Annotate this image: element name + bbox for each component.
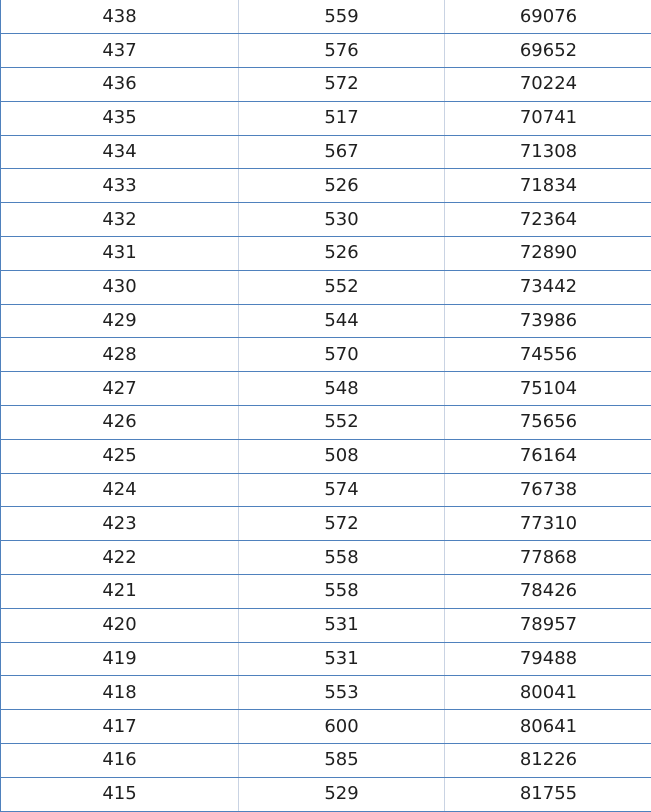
table-row (1, 34, 651, 68)
cumulative-cell: 78426 (445, 575, 651, 609)
cumulative-cell: 79488 (445, 642, 651, 676)
count-cell: 558 (239, 575, 445, 609)
table-row (1, 101, 651, 135)
table-row (1, 710, 651, 744)
table-row (1, 0, 651, 34)
cumulative-cell: 69652 (445, 34, 651, 68)
count-cell: 544 (239, 304, 445, 338)
count-cell: 576 (239, 34, 445, 68)
table-row (1, 473, 651, 507)
table-row (1, 68, 651, 102)
count-cell: 572 (239, 507, 445, 541)
cumulative-cell: 70741 (445, 101, 651, 135)
table-row (1, 575, 651, 609)
score-cell: 435 (1, 101, 239, 135)
cumulative-cell: 78957 (445, 608, 651, 642)
count-cell: 553 (239, 676, 445, 710)
score-cell: 428 (1, 338, 239, 372)
cumulative-cell: 73442 (445, 270, 651, 304)
count-cell: 530 (239, 203, 445, 237)
cumulative-cell: 72364 (445, 203, 651, 237)
table-row (1, 744, 651, 778)
count-cell: 574 (239, 473, 445, 507)
count-cell: 600 (239, 710, 445, 744)
cumulative-cell: 81755 (445, 777, 651, 811)
count-cell: 508 (239, 439, 445, 473)
cumulative-cell: 76738 (445, 473, 651, 507)
table-row (1, 406, 651, 440)
cumulative-cell: 70224 (445, 68, 651, 102)
cumulative-cell: 76164 (445, 439, 651, 473)
cumulative-cell: 71308 (445, 135, 651, 169)
count-cell: 585 (239, 744, 445, 778)
cumulative-cell: 80041 (445, 676, 651, 710)
score-cell: 421 (1, 575, 239, 609)
score-cell: 438 (1, 0, 239, 34)
table-row (1, 304, 651, 338)
score-cell: 432 (1, 203, 239, 237)
table-row (1, 203, 651, 237)
score-cell: 419 (1, 642, 239, 676)
cumulative-cell: 75656 (445, 406, 651, 440)
score-cell: 431 (1, 237, 239, 271)
table-row (1, 270, 651, 304)
score-cell: 427 (1, 372, 239, 406)
table-body (1, 0, 651, 811)
table-row (1, 608, 651, 642)
cumulative-cell: 74556 (445, 338, 651, 372)
cumulative-cell: 75104 (445, 372, 651, 406)
count-cell: 526 (239, 169, 445, 203)
score-cell: 418 (1, 676, 239, 710)
score-cell: 434 (1, 135, 239, 169)
count-cell: 548 (239, 372, 445, 406)
count-cell: 552 (239, 406, 445, 440)
count-cell: 531 (239, 642, 445, 676)
table-row (1, 541, 651, 575)
table-row (1, 169, 651, 203)
cumulative-cell: 81226 (445, 744, 651, 778)
score-cell: 426 (1, 406, 239, 440)
score-cell: 429 (1, 304, 239, 338)
score-cell: 437 (1, 34, 239, 68)
score-cell: 433 (1, 169, 239, 203)
count-cell: 552 (239, 270, 445, 304)
score-cell: 436 (1, 68, 239, 102)
score-cell: 430 (1, 270, 239, 304)
count-cell: 570 (239, 338, 445, 372)
cumulative-cell: 73986 (445, 304, 651, 338)
score-cell: 417 (1, 710, 239, 744)
table-row (1, 135, 651, 169)
count-cell: 529 (239, 777, 445, 811)
count-cell: 567 (239, 135, 445, 169)
count-cell: 531 (239, 608, 445, 642)
score-cell: 416 (1, 744, 239, 778)
score-cell: 422 (1, 541, 239, 575)
count-cell: 572 (239, 68, 445, 102)
score-cell: 424 (1, 473, 239, 507)
cumulative-cell: 77310 (445, 507, 651, 541)
score-cell: 425 (1, 439, 239, 473)
score-cell: 415 (1, 777, 239, 811)
table-row (1, 439, 651, 473)
table-row (1, 676, 651, 710)
count-cell: 559 (239, 0, 445, 34)
table-row (1, 372, 651, 406)
cumulative-cell: 72890 (445, 237, 651, 271)
count-cell: 517 (239, 101, 445, 135)
cumulative-cell: 80641 (445, 710, 651, 744)
score-cell: 423 (1, 507, 239, 541)
cumulative-cell: 77868 (445, 541, 651, 575)
table-row (1, 642, 651, 676)
count-cell: 526 (239, 237, 445, 271)
table-row (1, 237, 651, 271)
score-cell: 420 (1, 608, 239, 642)
table-row (1, 777, 651, 811)
table-row (1, 338, 651, 372)
cumulative-cell: 71834 (445, 169, 651, 203)
count-cell: 558 (239, 541, 445, 575)
table-row (1, 507, 651, 541)
cumulative-cell: 69076 (445, 0, 651, 34)
